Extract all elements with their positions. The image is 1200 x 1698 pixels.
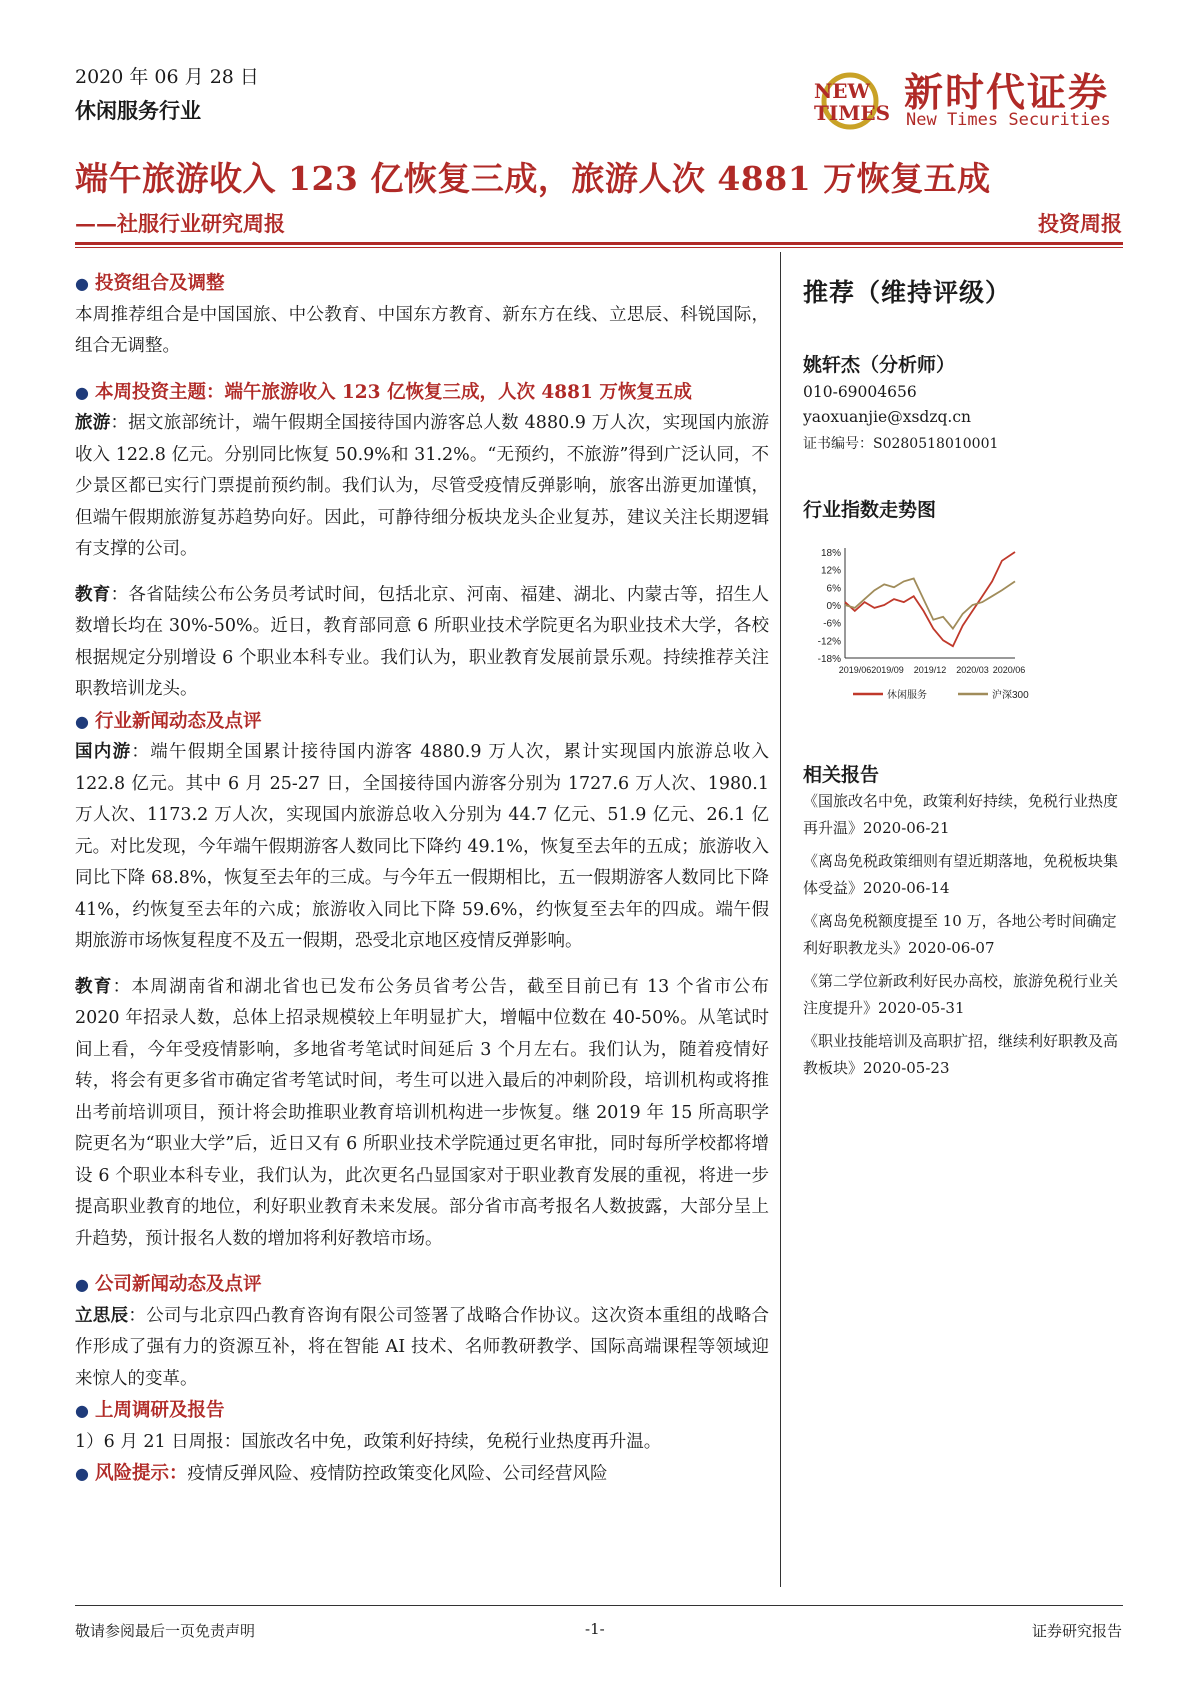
y-tick-label: 6% xyxy=(826,583,841,595)
y-tick-label: -12% xyxy=(817,636,841,648)
related-report[interactable]: 《离岛免税额度提至 10 万，各地公考时间确定利好职教龙头》2020-06-07 xyxy=(803,912,1117,957)
report-title: 端午旅游收入 123 亿恢复三成，旅游人次 4881 万恢复五成 xyxy=(75,159,991,198)
y-tick-label: -6% xyxy=(823,618,841,630)
related-report[interactable]: 《第二学位新政利好民办高校，旅游免税行业关注度提升》2020-05-31 xyxy=(803,972,1119,1017)
bullet-icon: ● xyxy=(75,1401,89,1420)
analyst-email[interactable]: yaoxuanjie@xsdzq.cn xyxy=(803,408,972,426)
portfolio-text: 本周推荐组合是中国国旅、中公教育、中国东方教育、新东方在线、立思辰、科锐国际，组合无调整。 xyxy=(75,304,769,356)
x-tick-label: 2020/03 xyxy=(956,665,989,675)
bullet-icon: ● xyxy=(75,1275,89,1294)
report-type: 投资周报 xyxy=(1038,211,1122,236)
svg-text:NEW: NEW xyxy=(814,79,870,103)
research-item: 1）6 月 21 日周报：国旅改名中免，政策利好持续，免税行业热度再升温。 xyxy=(75,1431,662,1452)
legend-label: 休闲服务 xyxy=(887,690,927,701)
risk-line: ● 风险提示：疫情反弹风险、疫情防控政策变化风险、公司经营风险 xyxy=(75,1463,608,1484)
page-number: -1- xyxy=(585,1620,605,1638)
y-tick-label: 12% xyxy=(820,565,841,577)
x-tick-label: 2019/06 xyxy=(838,665,872,675)
footer-disclaimer: 敬请参阅最后一页免责声明 xyxy=(75,1622,256,1640)
section-heading: ● 公司新闻动态及点评 xyxy=(75,1274,262,1295)
series-line-leisure xyxy=(845,552,1015,646)
y-tick-label: 0% xyxy=(826,601,841,612)
paragraph: 国内游：端午假期全国累计接待国内游客 4880.9 万人次，累计实现国内旅游总收入 122.8 亿元。其中 6 月 25-27 日，全国接待国内游客分别为 1727.6 万人次、1980.1 万人次、1173.2 万人次，实现国内旅游总收入分别为 44.7 亿元、51.9 亿元、26.1 亿元。对比发现，今年端午假期游客人数同比下降约 49.1%，恢复至去年的五成；旅游收入同比下降 68.8%，恢复至去年的三成。与今年五一假期相比，五一假期游客人数同比下降 41%，约恢复至去年的六成；旅游收入同比下降 59.6%，约恢复至去年的四成。端午假期旅游市场恢复程度不及五一假期，恐受北京地区疫情反弹影响。 xyxy=(75,742,770,951)
related-report[interactable]: 《国旅改名中免，政策利好持续，免税行业热度再升温》2020-06-21 xyxy=(803,792,1119,837)
industry-label: 休闲服务行业 xyxy=(75,98,201,123)
x-tick-label: 2019/09 xyxy=(871,665,904,675)
x-tick-label: 2019/12 xyxy=(913,665,947,675)
brand-logo xyxy=(810,62,1130,142)
logo-english-name: New Times Securities xyxy=(906,110,1111,130)
logo-chinese-name: 新时代证券 xyxy=(904,70,1110,116)
footer-report-type: 证券研究报告 xyxy=(1031,1622,1122,1640)
chart-title: 行业指数走势图 xyxy=(803,499,937,521)
header-divider xyxy=(75,242,1123,245)
analyst-phone: 010-69004656 xyxy=(803,383,917,401)
index-trend-chart xyxy=(803,540,1133,725)
report-date: 2020 年 06 月 28 日 xyxy=(75,66,259,88)
rating: 推荐（维持评级） xyxy=(803,278,1012,307)
bullet-icon: ● xyxy=(75,274,89,293)
paragraph: 教育：本周湖南省和湖北省也已发布公务员省考公告，截至目前已有 13 个省市公布 2020 年招录人数，总体上招录规模较上年明显扩大，增幅中位数在 40-50%。从笔试时间上看，今年受疫情影响，多地省考笔试时间延后 3 个月左右。我们认为，随着疫情好转，将会有更多省市确定省考笔试时间，考生可以进入最后的冲刺阶段，培训机构或将推出考前培训项目，预计将会助推职业教育培训机构进一步恢复。继 2019 年 15 所高职学院更名为“职业大学”后，近日又有 6 所职业技术学院通过更名审批，同时每所学校都将增设 6 个职业本科专业，我们认为，此次更名凸显国家对于职业教育发展的重视，将进一步提高职业教育的地位，利好职业教育未来发展。部分省市高考报名人数披露，大部分呈上升趋势，预计报名人数的增加将利好教培市场。 xyxy=(75,976,769,1249)
section-heading: ● 投资组合及调整 xyxy=(75,273,225,294)
analyst-name: 姚轩杰（分析师） xyxy=(803,354,956,376)
section-heading: ● 行业新闻动态及点评 xyxy=(75,710,262,732)
bullet-icon: ● xyxy=(75,1464,89,1483)
x-tick-label: 2020/06 xyxy=(992,665,1026,675)
bullet-icon: ● xyxy=(75,382,89,402)
header-divider-thin xyxy=(75,247,1123,248)
paragraph: 立思辰：公司与北京四凸教育咨询有限公司签署了战略合作协议。这次资本重组的战略合作形成了强有力的资源互补，将在智能 AI 技术、名师教研教学、国际高端课程等领域迎来惊人的变革。 xyxy=(75,1305,770,1389)
related-reports-title: 相关报告 xyxy=(803,764,880,786)
section-heading: ● 上周调研及报告 xyxy=(75,1400,225,1421)
column-divider xyxy=(780,252,781,1587)
svg-text:TIMES: TIMES xyxy=(814,101,891,125)
legend-label: 沪深300 xyxy=(992,690,1029,701)
paragraph: 旅游：据文旅部统计，端午假期全国接待国内游客总人数 4880.9 万人次，实现国内旅游收入 122.8 亿元。分别同比恢复 50.9%和 31.2%。“无预约，不旅游”得到广泛认同，不少景区都已实行门票提前预约制。我们认为，尽管受疫情反弹影响，旅客出游更加谨慎，但端午假期旅游复苏趋势向好。因此，可静待细分板块龙头企业复苏，建议关注长期逻辑有支撑的公司。 xyxy=(75,413,770,559)
main-column xyxy=(75,268,769,1491)
related-report[interactable]: 《职业技能培训及高职扩招，继续利好职教及高教板块》2020-05-23 xyxy=(803,1032,1119,1077)
y-tick-label: 18% xyxy=(820,548,841,559)
related-reports-list xyxy=(803,788,1128,1088)
report-subtitle: ——社服行业研究周报 xyxy=(75,211,285,236)
footer-divider xyxy=(75,1605,1123,1606)
bullet-icon: ● xyxy=(75,711,89,731)
new-times-logo-icon xyxy=(810,70,896,132)
analyst-cert: 证书编号：S0280518010001 xyxy=(803,436,999,452)
paragraph: 教育：各省陆续公布公务员考试时间，包括北京、河南、福建、湖北、内蒙古等，招生人数增长均在 30%-50%。近日，教育部同意 6 所职业技术学院更名为职业技术大学，各校根据规定分别增设 6 个职业本科专业。我们认为，职业教育发展前景乐观。持续推荐关注职教培训龙头。 xyxy=(75,584,770,699)
related-report[interactable]: 《离岛免税政策细则有望近期落地，免税板块集体受益》2020-06-14 xyxy=(803,852,1119,897)
section-heading: ● 本周投资主题：端午旅游收入 123 亿恢复三成，人次 4881 万恢复五成 xyxy=(75,381,692,403)
y-tick-label: -18% xyxy=(817,654,841,665)
